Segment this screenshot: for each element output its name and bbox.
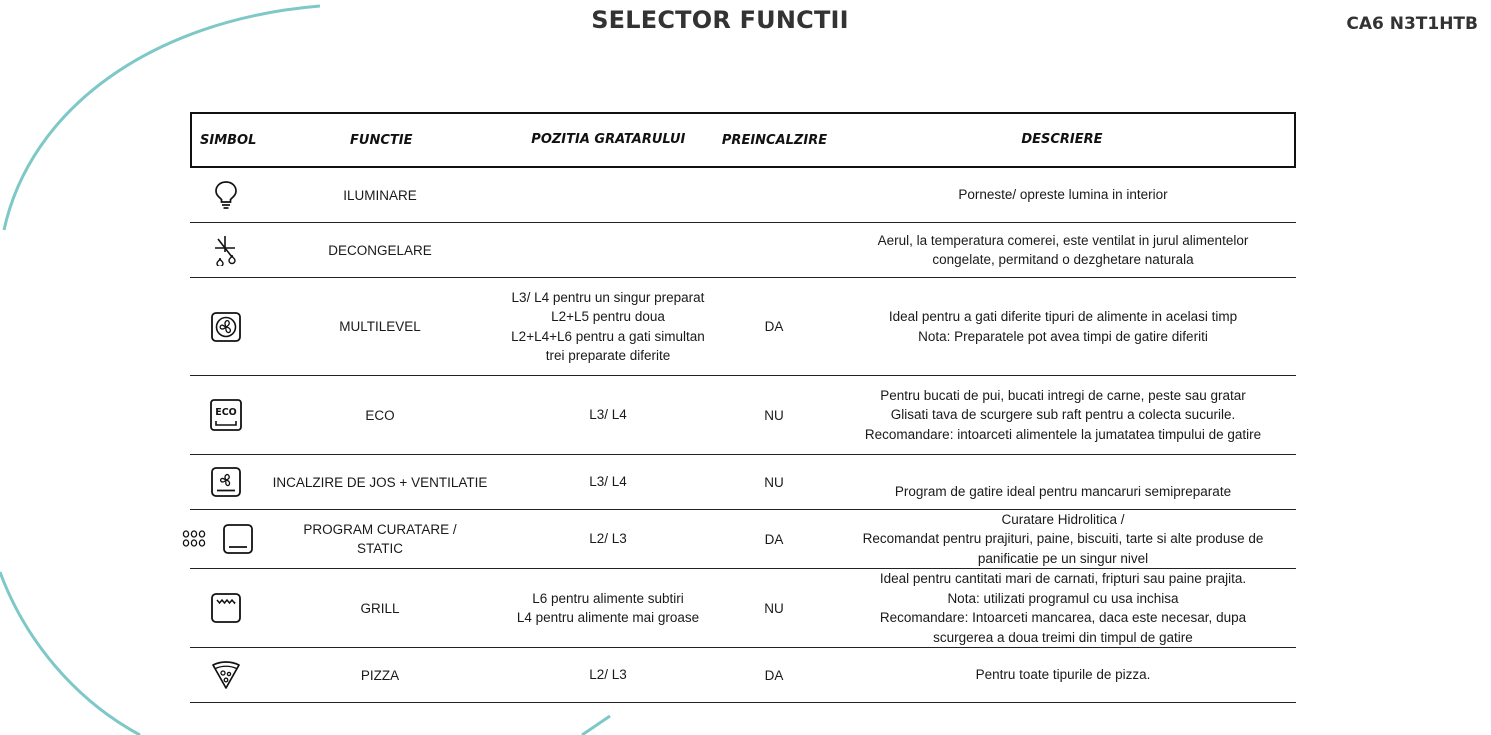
- hydrolytic-drops-icon: [182, 528, 208, 550]
- table-header: [190, 112, 1296, 168]
- eco-icon: [209, 398, 243, 432]
- function-name: PROGRAM CURATARE / STATIC: [303, 521, 457, 556]
- function-name: GRILL: [360, 600, 400, 616]
- header-preheat: PREINCALZIRE: [721, 132, 828, 148]
- grill-icon: [210, 592, 242, 624]
- function-name: PIZZA: [360, 667, 400, 683]
- static-oven-icon: [222, 523, 254, 555]
- rack-position: L6 pentru alimente subtiri L4 pentru alimente mai groase: [516, 590, 700, 625]
- table-row: [190, 376, 1296, 455]
- table-row: [190, 569, 1296, 648]
- preheat-value: DA: [764, 319, 784, 334]
- function-name: MULTILEVEL: [339, 319, 421, 334]
- svg-text:ECO: ECO: [215, 407, 237, 418]
- multilevel-fan-icon: [210, 311, 242, 343]
- functions-table: [190, 112, 1296, 703]
- rack-position: L2/ L3: [589, 531, 627, 547]
- function-name: DECONGELARE: [328, 242, 432, 258]
- description: Pentru bucati de pui, bucati intregi de carne, peste sau gratar Glisati tava de scurgere sub raft pentru a colecta sucurile. Recomandare: intoarceti alimentele la jumatatea timpului de gatire: [864, 387, 1262, 442]
- header-function: FUNCTIE: [350, 132, 413, 148]
- table-row: [190, 278, 1296, 376]
- table-row: [190, 455, 1296, 510]
- preheat-value: NU: [764, 474, 784, 490]
- light-bulb-icon: [213, 180, 239, 210]
- defrost-icon: [211, 234, 241, 266]
- preheat-value: DA: [764, 531, 784, 547]
- preheat-value: NU: [764, 407, 784, 423]
- bottom-heat-fan-icon: [210, 466, 242, 498]
- rack-position: L3/ L4: [589, 407, 627, 423]
- rack-position: L2/ L3: [589, 667, 627, 683]
- table-row: [190, 648, 1296, 703]
- rack-position: L3/ L4: [589, 474, 627, 490]
- description: Porneste/ opreste lumina in interior: [958, 187, 1168, 203]
- function-name: INCALZIRE DE JOS + VENTILATIE: [272, 474, 488, 490]
- rack-position: L3/ L4 pentru un singur preparat L2+L5 pentru doua L2+L4+L6 pentru a gati simultan trei preparate diferite: [511, 289, 705, 363]
- description: Ideal pentru cantitati mari de carnati, fripturi sau paine prajita. Nota: utilizati programul cu usa inchisa Recomandare: Intoarceti mancarea, daca este necesar, dupa scurgerea a doua treimi din timpul de gatire: [879, 571, 1247, 645]
- pizza-icon: [210, 659, 242, 691]
- function-name: ECO: [365, 407, 395, 423]
- page-title: SELECTOR FUNCTII: [591, 6, 849, 34]
- description: Curatare Hidrolitica / Recomandat pentru prajituri, paine, biscuiti, tarte si alte produse de panificatie pe un singur nivel: [862, 511, 1264, 566]
- header-rack-position: POZITIA GRATARULUI: [531, 132, 686, 148]
- preheat-value: DA: [764, 667, 784, 683]
- model-code: CA6 N3T1HTB: [1346, 14, 1478, 34]
- description: Aerul, la temperatura comerei, este ventilat in jurul alimentelor congelate, permitand o dezghetare naturala: [877, 232, 1249, 267]
- description: Program de gatire ideal pentru mancaruri semipreparate: [894, 484, 1232, 500]
- table-row: [190, 168, 1296, 223]
- table-row: [190, 510, 1296, 569]
- header-symbol: SIMBOL: [200, 132, 257, 148]
- description: Ideal pentru a gati diferite tipuri de alimente in acelasi timp Nota: Preparatele pot avea timpi de gatire diferiti: [888, 309, 1238, 344]
- preheat-value: NU: [764, 600, 784, 616]
- function-name: ILUMINARE: [343, 187, 417, 203]
- table-row: [190, 223, 1296, 278]
- description: Pentru toate tipurile de pizza.: [975, 667, 1151, 683]
- header-description: DESCRIERE: [1021, 132, 1103, 148]
